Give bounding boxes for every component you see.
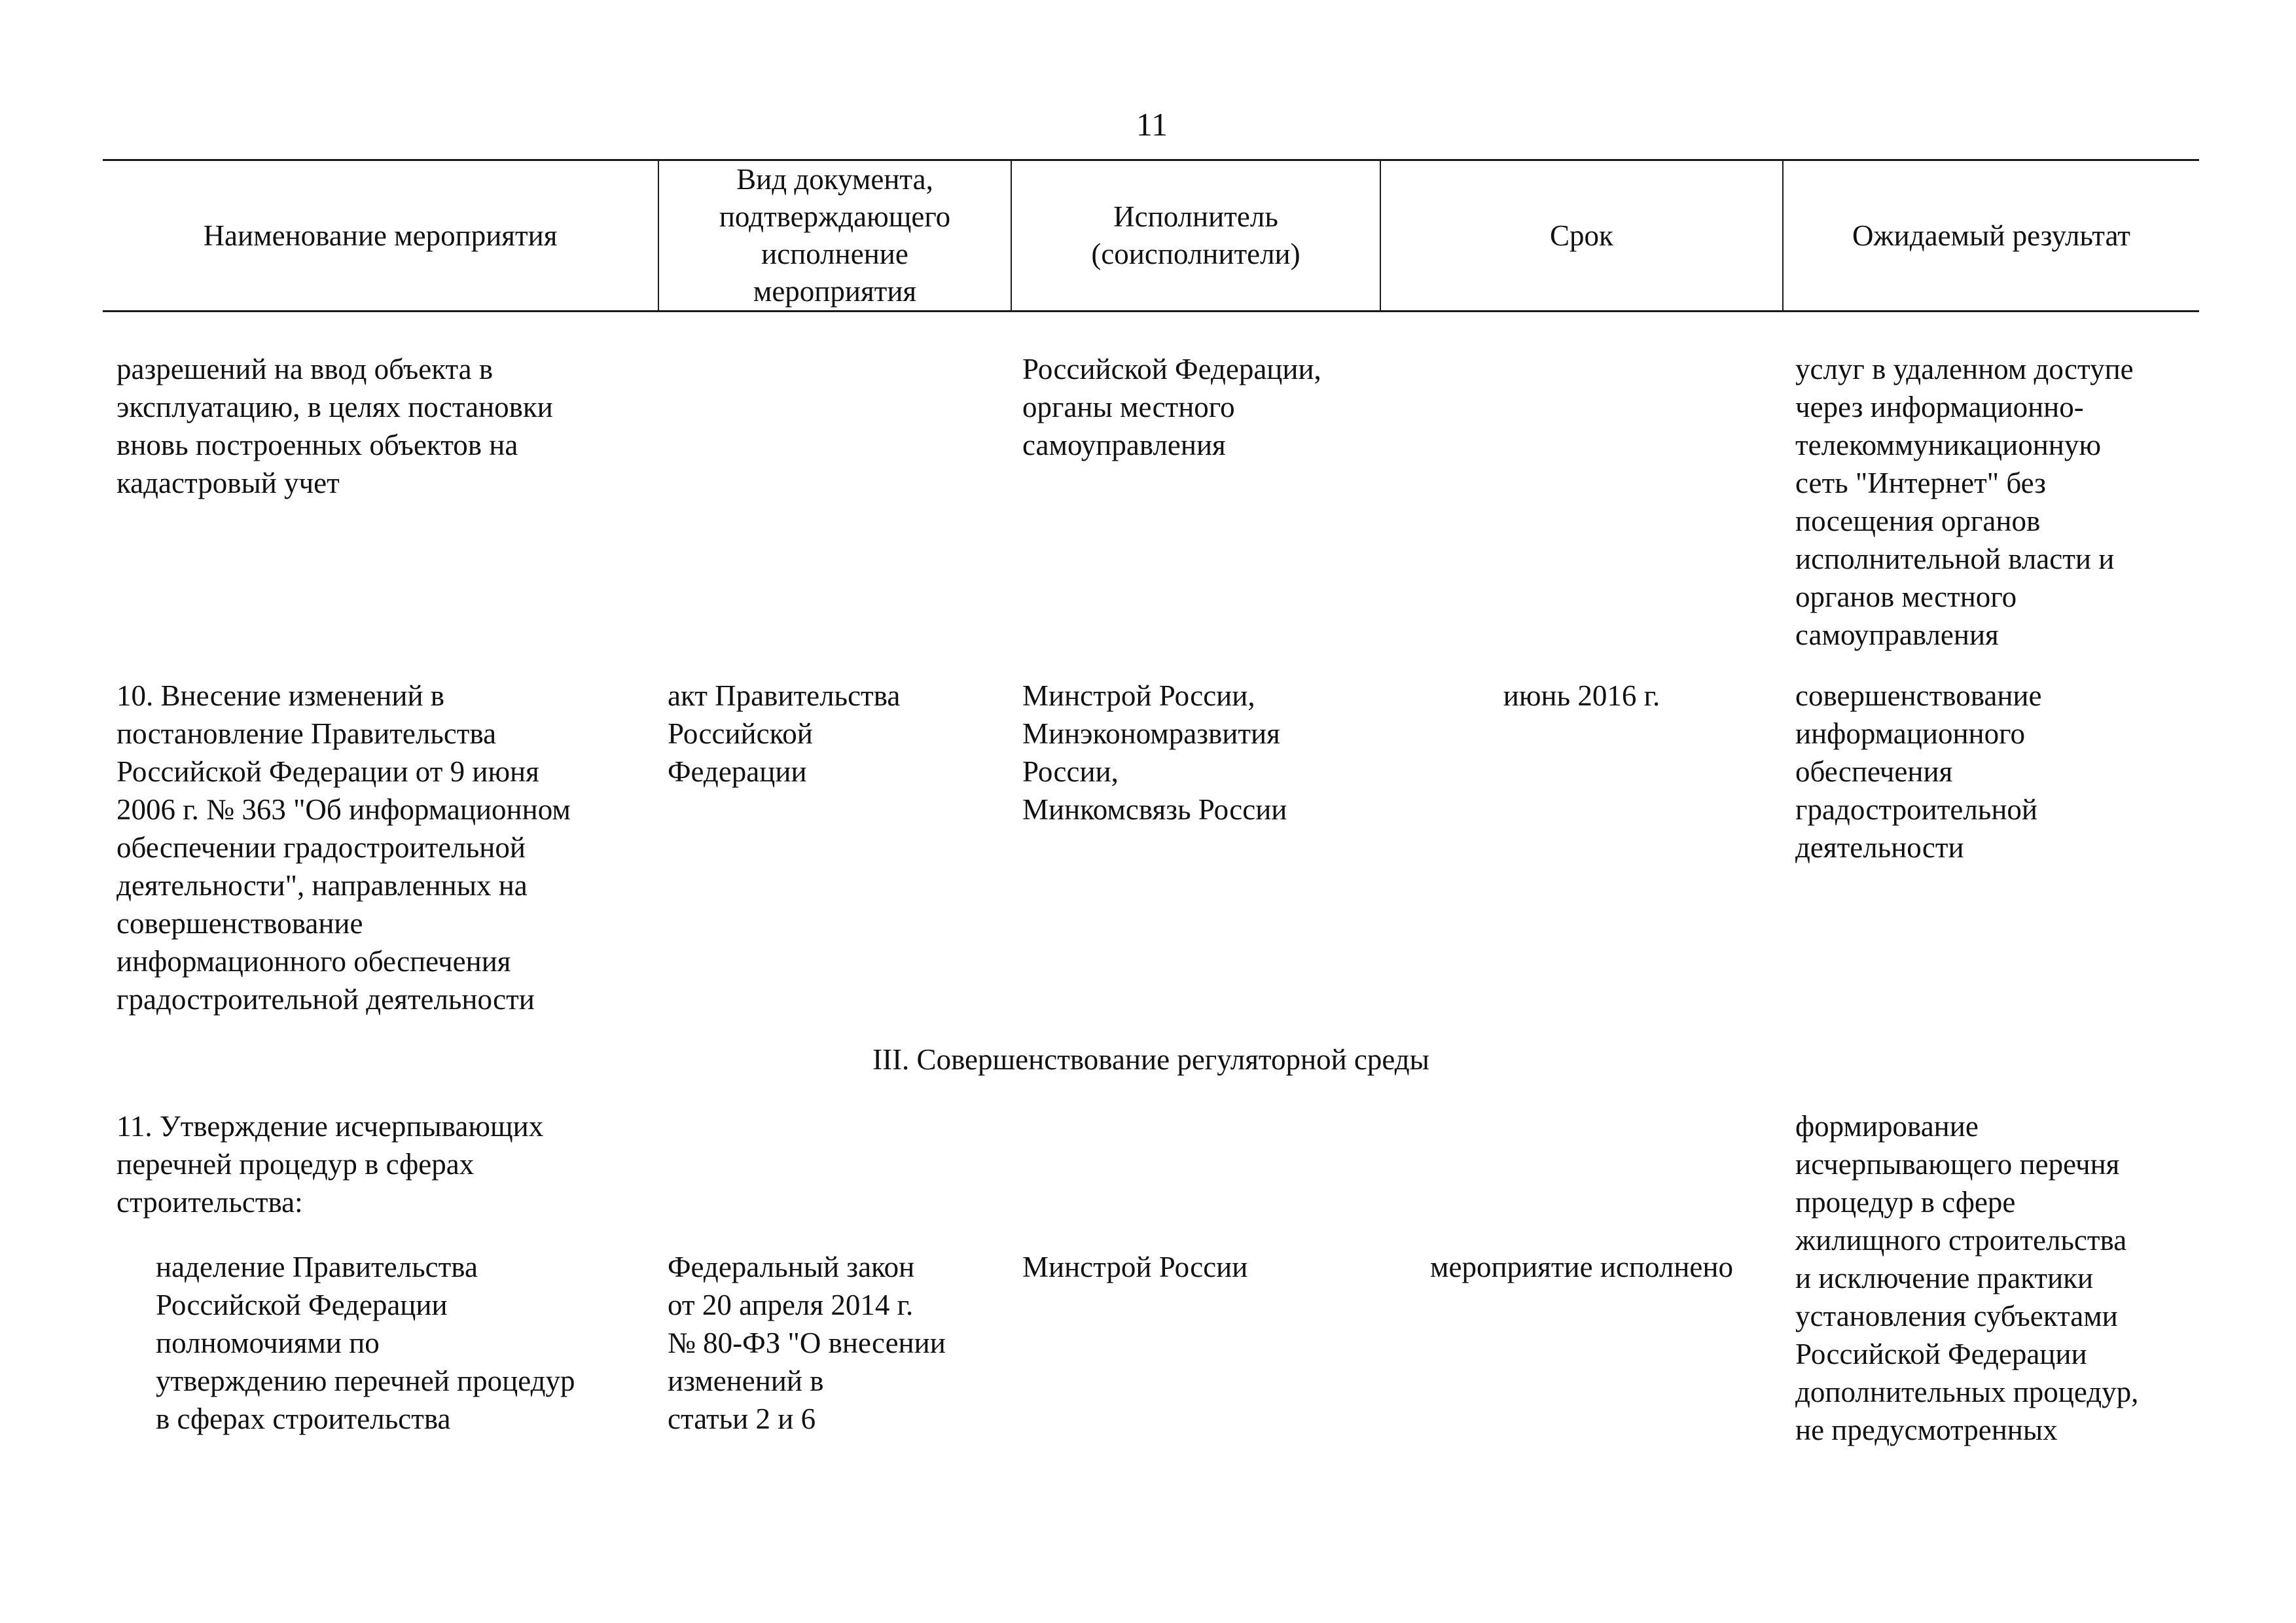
page-number: 11 [1136, 106, 1168, 143]
row-11-subitem-name: наделение Правительства Российской Федерации полномочиями по утверждению перечней процедур в сферах строительства [156, 1251, 575, 1435]
section-title: III. Совершенствование регуляторной среды [872, 1043, 1429, 1076]
continued-row-executor: Российской Федерации, органы местного самоуправления [1022, 353, 1321, 461]
row-10-result: совершенствование информационного обеспечения градостроительной деятельности [1795, 679, 2042, 864]
row-10-name: 10. Внесение изменений в постановление Правительства Российской Федерации от 9 июня 2006 г. № 363 "Об информационном обеспечении градостроительной деятельности", направленных на совершенствование информационного обеспечения градостроительной деятельности [117, 679, 571, 1016]
continued-row-name: разрешений на ввод объекта в эксплуатацию, в целях постановки вновь построенных объектов на кадастровый учет [117, 353, 553, 499]
row-11-subitem-executor: Минстрой России [1022, 1251, 1248, 1283]
header-deadline-text: Срок [1550, 219, 1613, 252]
header-executor-text: Исполнитель (соисполнители) [1091, 200, 1300, 270]
row-11-name: 11. Утверждение исчерпывающих перечней процедур в сферах строительства: [117, 1110, 544, 1219]
header-doc-type-text: Вид документа, подтверждающего исполнение мероприятия [719, 163, 951, 308]
row-10-deadline: июнь 2016 г. [1503, 679, 1660, 712]
row-11-subitem-doc-type: Федеральный закон от 20 апреля 2014 г. № 80-ФЗ "О внесении изменений в статьи 2 и 6 [668, 1251, 946, 1435]
row-10-executor: Минстрой России, Минэкономразвития России, Минкомсвязь России [1022, 679, 1287, 826]
header-doc-type [659, 161, 1011, 310]
header-result-text: Ожидаемый результат [1852, 219, 2130, 252]
row-11-subitem-deadline: мероприятие исполнено [1430, 1251, 1733, 1283]
header-deadline [1381, 161, 1782, 310]
continued-row-result: услуг в удаленном доступе через информационно- телекоммуникационную сеть "Интернет" без посещения органов исполнительной власти и органов местного самоуправления [1795, 353, 2134, 651]
table-header-bottom-rule [103, 310, 2199, 312]
header-name-text: Наименование мероприятия [203, 219, 558, 252]
header-result [1784, 161, 2199, 310]
header-executor [1012, 161, 1380, 310]
header-name [103, 161, 658, 310]
row-10-doc-type: акт Правительства Российской Федерации [668, 679, 901, 788]
row-11-result: формирование исчерпывающего перечня процедур в сфере жилищного строительства и исключение практики установления субъектами Российской Федерации дополнительных процедур, не предусмотренных [1795, 1110, 2139, 1446]
